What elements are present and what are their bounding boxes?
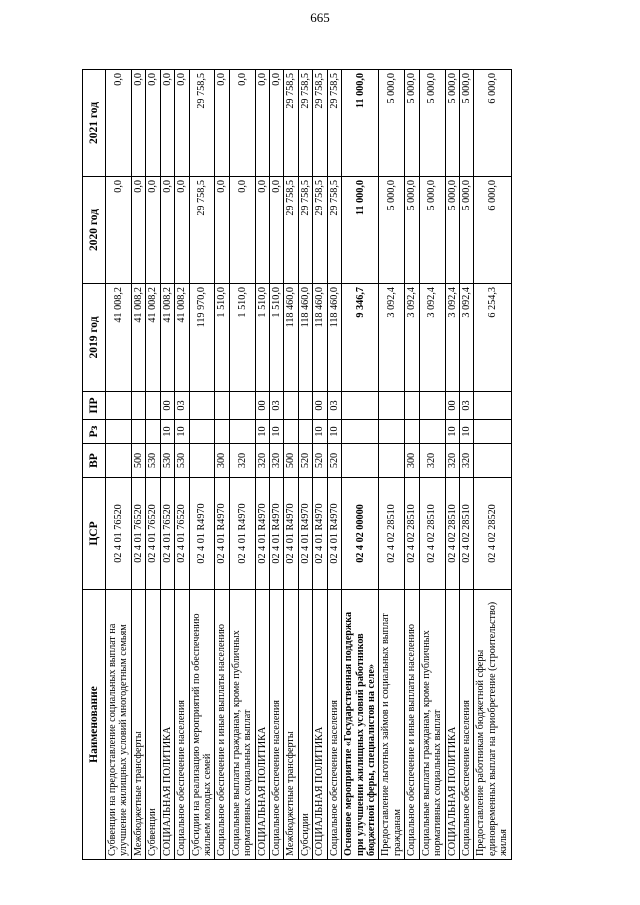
cell-name: СОЦИАЛЬНАЯ ПОЛИТИКА	[313, 590, 327, 860]
cell-name: Основное мероприятие «Государственная поддержка при улучшении жилищных условий работников бюджетной сферы, специалистов на селе»	[342, 590, 379, 860]
header-csr: ЦСР	[83, 478, 106, 590]
cell-rz	[189, 420, 215, 444]
cell-csr: 02 4 02 28510	[459, 478, 473, 590]
cell-y2021: 0,0	[160, 70, 174, 177]
cell-y2020: 5 000,0	[379, 177, 405, 284]
cell-y2021: 0,0	[229, 70, 255, 177]
cell-rz	[106, 420, 132, 444]
table-row	[106, 70, 132, 860]
header-2019: 2019 год	[83, 284, 106, 392]
cell-vr: 320	[270, 444, 284, 478]
cell-vr: 530	[160, 444, 174, 478]
cell-vr: 320	[459, 444, 473, 478]
cell-rz	[419, 420, 445, 444]
cell-rz	[298, 420, 312, 444]
cell-vr	[474, 444, 511, 478]
cell-y2019: 118 460,0	[313, 284, 327, 392]
cell-rz	[342, 420, 379, 444]
cell-name: Субсидии	[298, 590, 312, 860]
cell-csr: 02 4 02 28510	[405, 478, 419, 590]
header-2020: 2020 год	[83, 177, 106, 284]
cell-rz: 10	[175, 420, 189, 444]
cell-y2021: 5 000,0	[405, 70, 419, 177]
cell-y2020: 0,0	[215, 177, 229, 284]
cell-y2021: 5 000,0	[419, 70, 445, 177]
cell-csr: 02 4 01 R4970	[298, 478, 312, 590]
header-2021: 2021 год	[83, 70, 106, 177]
cell-y2020: 6 000,0	[474, 177, 511, 284]
cell-y2019: 3 092,4	[459, 284, 473, 392]
cell-y2021: 5 000,0	[445, 70, 459, 177]
cell-pr: 00	[313, 392, 327, 420]
cell-y2019: 118 460,0	[327, 284, 341, 392]
cell-vr: 520	[298, 444, 312, 478]
cell-name: Субвенции	[146, 590, 160, 860]
header-row	[83, 70, 106, 860]
cell-rz	[215, 420, 229, 444]
cell-y2019: 118 460,0	[284, 284, 298, 392]
cell-pr: 03	[175, 392, 189, 420]
table-row	[445, 70, 459, 860]
cell-name: СОЦИАЛЬНАЯ ПОЛИТИКА	[255, 590, 269, 860]
cell-y2020: 5 000,0	[445, 177, 459, 284]
cell-y2021: 0,0	[131, 70, 145, 177]
cell-rz	[229, 420, 255, 444]
cell-y2020: 29 758,5	[313, 177, 327, 284]
cell-csr: 02 4 02 28510	[419, 478, 445, 590]
cell-vr: 530	[175, 444, 189, 478]
table-row	[215, 70, 229, 860]
cell-y2020: 0,0	[175, 177, 189, 284]
cell-y2019: 1 510,0	[270, 284, 284, 392]
cell-vr: 320	[445, 444, 459, 478]
cell-y2020: 0,0	[229, 177, 255, 284]
table-row	[131, 70, 145, 860]
budget-table	[82, 69, 512, 860]
cell-name: Субвенции на предоставление социальных выплат на улучшение жилищных условий многодетным семьям	[106, 590, 132, 860]
cell-rz: 10	[270, 420, 284, 444]
cell-rz: 10	[445, 420, 459, 444]
cell-y2021: 11 000,0	[342, 70, 379, 177]
cell-y2020: 11 000,0	[342, 177, 379, 284]
cell-csr: 02 4 02 00000	[342, 478, 379, 590]
cell-y2021: 29 758,5	[327, 70, 341, 177]
cell-pr	[284, 392, 298, 420]
cell-pr	[342, 392, 379, 420]
table-row	[160, 70, 174, 860]
cell-pr: 00	[445, 392, 459, 420]
cell-name: Социальное обеспечение населения	[459, 590, 473, 860]
cell-y2019: 3 092,4	[419, 284, 445, 392]
cell-y2020: 0,0	[270, 177, 284, 284]
rotated-table-container	[82, 70, 510, 860]
table-row	[298, 70, 312, 860]
table-row	[459, 70, 473, 860]
cell-y2019: 1 510,0	[255, 284, 269, 392]
cell-y2021: 0,0	[255, 70, 269, 177]
cell-y2020: 29 758,5	[327, 177, 341, 284]
cell-rz: 10	[160, 420, 174, 444]
cell-y2020: 29 758,5	[284, 177, 298, 284]
cell-csr: 02 4 02 28510	[445, 478, 459, 590]
table-row	[189, 70, 215, 860]
cell-csr: 02 4 01 R4970	[229, 478, 255, 590]
table-row	[327, 70, 341, 860]
cell-pr	[106, 392, 132, 420]
cell-y2019: 1 510,0	[215, 284, 229, 392]
cell-y2021: 5 000,0	[459, 70, 473, 177]
cell-csr: 02 4 01 76520	[106, 478, 132, 590]
cell-y2021: 29 758,5	[298, 70, 312, 177]
cell-name: Межбюджетные трансферты	[131, 590, 145, 860]
cell-pr	[146, 392, 160, 420]
cell-y2019: 119 970,0	[189, 284, 215, 392]
cell-y2019: 3 092,4	[405, 284, 419, 392]
cell-vr: 520	[327, 444, 341, 478]
cell-y2019: 6 254,3	[474, 284, 511, 392]
cell-vr: 530	[146, 444, 160, 478]
cell-vr: 320	[419, 444, 445, 478]
cell-y2019: 9 346,7	[342, 284, 379, 392]
cell-y2020: 0,0	[106, 177, 132, 284]
cell-pr	[405, 392, 419, 420]
cell-pr: 03	[270, 392, 284, 420]
cell-pr: 00	[255, 392, 269, 420]
cell-y2019: 41 008,2	[160, 284, 174, 392]
cell-y2021: 0,0	[270, 70, 284, 177]
cell-y2019: 3 092,4	[379, 284, 405, 392]
cell-pr	[229, 392, 255, 420]
header-vr: ВР	[83, 444, 106, 478]
cell-name: Социальные выплаты гражданам, кроме публичных нормативных социальных выплат	[419, 590, 445, 860]
cell-name: СОЦИАЛЬНАЯ ПОЛИТИКА	[445, 590, 459, 860]
cell-y2019: 41 008,2	[175, 284, 189, 392]
table-row	[255, 70, 269, 860]
cell-rz: 10	[313, 420, 327, 444]
cell-name: Предоставление льготных займов и социальных выплат гражданам	[379, 590, 405, 860]
cell-rz: 10	[255, 420, 269, 444]
cell-y2021: 29 758,5	[284, 70, 298, 177]
cell-y2020: 29 758,5	[189, 177, 215, 284]
cell-name: Социальное обеспечение и иные выплаты населению	[405, 590, 419, 860]
table-row	[379, 70, 405, 860]
cell-rz	[474, 420, 511, 444]
table-row	[405, 70, 419, 860]
page-number: 665	[310, 10, 330, 25]
cell-y2019: 1 510,0	[229, 284, 255, 392]
cell-y2020: 29 758,5	[298, 177, 312, 284]
table-row	[229, 70, 255, 860]
cell-y2020: 5 000,0	[419, 177, 445, 284]
cell-pr	[189, 392, 215, 420]
cell-vr: 500	[284, 444, 298, 478]
cell-name: Социальное обеспечение населения	[270, 590, 284, 860]
cell-y2019: 41 008,2	[131, 284, 145, 392]
cell-name: Социальное обеспечение и иные выплаты населению	[215, 590, 229, 860]
cell-name: Социальное обеспечение населения	[327, 590, 341, 860]
cell-csr: 02 4 01 76520	[131, 478, 145, 590]
cell-vr: 320	[255, 444, 269, 478]
cell-name: СОЦИАЛЬНАЯ ПОЛИТИКА	[160, 590, 174, 860]
cell-vr: 300	[215, 444, 229, 478]
cell-y2019: 41 008,2	[106, 284, 132, 392]
cell-csr: 02 4 01 76520	[175, 478, 189, 590]
cell-pr	[298, 392, 312, 420]
cell-y2021: 6 000,0	[474, 70, 511, 177]
cell-name: Межбюджетные трансферты	[284, 590, 298, 860]
cell-rz	[146, 420, 160, 444]
table-row	[313, 70, 327, 860]
cell-name: Предоставление работникам бюджетной сферы единовременных выплат на приобретение (строительство) жилья	[474, 590, 511, 860]
table-row	[342, 70, 379, 860]
cell-rz	[379, 420, 405, 444]
cell-y2019: 41 008,2	[146, 284, 160, 392]
cell-vr	[342, 444, 379, 478]
cell-csr: 02 4 01 R4970	[313, 478, 327, 590]
cell-vr	[379, 444, 405, 478]
cell-csr: 02 4 01 R4970	[284, 478, 298, 590]
cell-vr: 320	[229, 444, 255, 478]
cell-y2021: 29 758,5	[189, 70, 215, 177]
header-name: Наименование	[83, 590, 106, 860]
cell-rz: 10	[459, 420, 473, 444]
cell-y2019: 118 460,0	[298, 284, 312, 392]
cell-pr	[131, 392, 145, 420]
cell-csr: 02 4 01 R4970	[255, 478, 269, 590]
cell-csr: 02 4 01 R4970	[215, 478, 229, 590]
cell-csr: 02 4 02 28510	[379, 478, 405, 590]
cell-vr	[189, 444, 215, 478]
table-row	[270, 70, 284, 860]
table-row	[419, 70, 445, 860]
cell-vr: 520	[313, 444, 327, 478]
cell-csr: 02 4 01 76520	[146, 478, 160, 590]
header-pr: ПР	[83, 392, 106, 420]
table-row	[146, 70, 160, 860]
cell-pr	[379, 392, 405, 420]
cell-y2021: 29 758,5	[313, 70, 327, 177]
cell-y2021: 0,0	[146, 70, 160, 177]
cell-csr: 02 4 01 R4970	[189, 478, 215, 590]
cell-y2019: 3 092,4	[445, 284, 459, 392]
cell-rz	[405, 420, 419, 444]
cell-pr: 03	[327, 392, 341, 420]
cell-name: Социальные выплаты гражданам, кроме публичных нормативных социальных выплат	[229, 590, 255, 860]
cell-y2020: 0,0	[255, 177, 269, 284]
cell-y2020: 0,0	[160, 177, 174, 284]
cell-vr: 500	[131, 444, 145, 478]
cell-name: Субсидии на реализацию мероприятий по обеспечению жильем молодых семей	[189, 590, 215, 860]
cell-y2021: 0,0	[175, 70, 189, 177]
cell-rz	[284, 420, 298, 444]
cell-y2020: 5 000,0	[405, 177, 419, 284]
cell-y2021: 5 000,0	[379, 70, 405, 177]
table-row	[474, 70, 511, 860]
cell-csr: 02 4 01 R4970	[270, 478, 284, 590]
table-body	[106, 70, 512, 860]
cell-y2021: 0,0	[215, 70, 229, 177]
cell-y2020: 0,0	[146, 177, 160, 284]
cell-vr: 300	[405, 444, 419, 478]
table-row	[175, 70, 189, 860]
cell-pr	[419, 392, 445, 420]
cell-rz: 10	[327, 420, 341, 444]
cell-csr: 02 4 02 28520	[474, 478, 511, 590]
cell-csr: 02 4 01 76520	[160, 478, 174, 590]
cell-csr: 02 4 01 R4970	[327, 478, 341, 590]
cell-y2020: 0,0	[131, 177, 145, 284]
cell-pr	[474, 392, 511, 420]
cell-name: Социальное обеспечение населения	[175, 590, 189, 860]
cell-rz	[131, 420, 145, 444]
cell-y2021: 0,0	[106, 70, 132, 177]
header-rz: Рз	[83, 420, 106, 444]
cell-y2020: 5 000,0	[459, 177, 473, 284]
cell-pr: 03	[459, 392, 473, 420]
cell-pr: 00	[160, 392, 174, 420]
cell-pr	[215, 392, 229, 420]
table-row	[284, 70, 298, 860]
cell-vr	[106, 444, 132, 478]
